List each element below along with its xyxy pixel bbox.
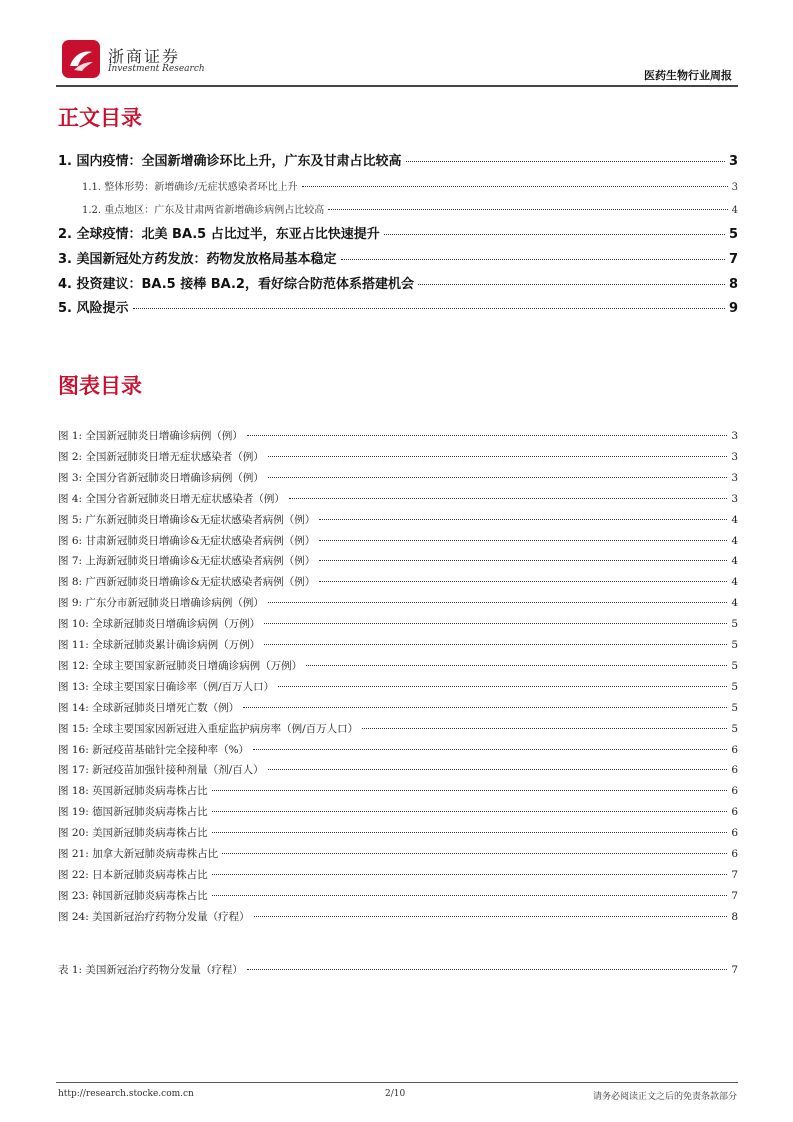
figure-item-page: 5: [731, 681, 738, 693]
toc-item-text: 5. 风险提示: [58, 301, 129, 316]
figure-item-text: 图 18: 英国新冠肺炎病毒株占比: [58, 785, 208, 797]
figure-item-page: 6: [731, 764, 738, 776]
leader-dots: [418, 284, 725, 285]
figure-item-page: 6: [731, 744, 738, 756]
figure-item-page: 3: [731, 493, 738, 505]
figure-item[interactable]: [58, 679, 738, 694]
leader-dots: [268, 769, 728, 770]
figure-item-page: 3: [731, 472, 738, 484]
toc-item[interactable]: [58, 273, 738, 292]
leader-dots: [212, 832, 728, 833]
toc-title: 正文目录: [58, 106, 142, 130]
figure-item-page: 6: [731, 848, 738, 860]
leader-dots: [319, 540, 727, 541]
leader-dots: [306, 665, 727, 666]
leader-dots: [222, 853, 727, 854]
figure-item-text: 图 1: 全国新冠肺炎日增确诊病例（例）: [58, 430, 243, 442]
toc-item-page: 3: [731, 182, 738, 193]
figure-item-page: 6: [731, 806, 738, 818]
toc-item-page: 3: [728, 154, 738, 169]
figure-item-page: 6: [731, 827, 738, 839]
figure-item-text: 图 20: 美国新冠肺炎病毒株占比: [58, 827, 208, 839]
toc-item[interactable]: [58, 248, 738, 267]
leader-dots: [243, 707, 727, 708]
leader-dots: [384, 234, 725, 235]
leader-dots: [247, 969, 727, 970]
figure-item-page: 7: [731, 869, 738, 881]
footer-page-number: 2/10: [385, 1089, 406, 1099]
figure-item[interactable]: [58, 825, 738, 840]
toc-item[interactable]: [58, 178, 738, 193]
leader-dots: [133, 308, 725, 309]
figure-item[interactable]: [58, 804, 738, 819]
figure-item-page: 3: [731, 430, 738, 442]
logo-text-cn: 浙商证券: [108, 47, 181, 66]
toc-item-page: 8: [728, 277, 738, 292]
leader-dots: [247, 435, 727, 436]
figure-item-text: 图 16: 新冠疫苗基础针完全接种率（%）: [58, 744, 250, 756]
figure-item[interactable]: [58, 742, 738, 757]
leader-dots: [254, 916, 728, 917]
figure-item-text: 图 3: 全国分省新冠肺炎日增确诊病例（例）: [58, 472, 264, 484]
leader-dots: [278, 686, 727, 687]
leader-dots: [212, 874, 728, 875]
figure-item[interactable]: [58, 637, 738, 652]
figure-item-text: 图 19: 德国新冠肺炎病毒株占比: [58, 806, 208, 818]
figure-item[interactable]: [58, 888, 738, 903]
figure-item-page: 8: [731, 911, 738, 923]
toc-item-text: 1. 国内疫情：全国新增确诊环比上升，广东及甘肃占比较高: [58, 154, 402, 169]
figure-item-text: 图 2: 全国新冠肺炎日增无症状感染者（例）: [58, 451, 264, 463]
leader-dots: [264, 644, 727, 645]
footer-divider: [56, 1082, 738, 1083]
figure-item[interactable]: [58, 909, 738, 924]
leader-dots: [302, 186, 728, 187]
figure-item-text: 图 24: 美国新冠治疗药物分发量（疗程）: [58, 911, 250, 923]
figure-item-text: 图 22: 日本新冠肺炎病毒株占比: [58, 869, 208, 881]
figure-item[interactable]: [58, 658, 738, 673]
figure-item[interactable]: [58, 595, 738, 610]
toc-item-text: 1.2. 重点地区：广东及甘肃两省新增确诊病例占比较高: [82, 205, 325, 216]
figure-item-page: 5: [731, 618, 738, 630]
figure-item-text: 图 6: 甘肃新冠肺炎日增确诊&无症状感染者病例（例）: [58, 535, 316, 547]
figure-item[interactable]: [58, 470, 738, 485]
figure-item-page: 4: [731, 576, 738, 588]
leader-dots: [289, 498, 727, 499]
figure-item-page: 3: [731, 451, 738, 463]
figure-item[interactable]: [58, 574, 738, 589]
toc-item-text: 1.1. 整体形势：新增确诊/无症状感染者环比上升: [82, 182, 298, 193]
figure-item[interactable]: [58, 962, 738, 977]
leader-dots: [319, 519, 727, 520]
figure-item-text: 图 7: 上海新冠肺炎日增确诊&无症状感染者病例（例）: [58, 555, 316, 567]
figure-item-text: 图 17: 新冠疫苗加强针接种剂量（剂/百人）: [58, 764, 264, 776]
toc-item-page: 9: [728, 301, 738, 316]
leader-dots: [362, 728, 727, 729]
figure-item[interactable]: [58, 553, 738, 568]
figure-item-page: 4: [731, 555, 738, 567]
figure-item-text: 图 11: 全球新冠肺炎累计确诊病例（万例）: [58, 639, 261, 651]
figure-item-page: 7: [731, 964, 738, 976]
footer-disclaimer: 请务必阅读正文之后的免责条款部分: [592, 1092, 737, 1102]
figure-item-text: 图 5: 广东新冠肺炎日增确诊&无症状感染者病例（例）: [58, 514, 316, 526]
page-header: [56, 34, 738, 86]
toc-item-page: 4: [731, 205, 738, 216]
footer-url[interactable]: http://research.stocke.com.cn: [58, 1089, 194, 1099]
figure-item-page: 5: [731, 723, 738, 735]
figure-item-page: 4: [731, 597, 738, 609]
toc-item[interactable]: [58, 223, 738, 242]
figure-item[interactable]: [58, 867, 738, 882]
logo-icon: [62, 40, 100, 78]
leader-dots: [319, 581, 727, 582]
figure-item-text: 图 21: 加拿大新冠肺炎病毒株占比: [58, 848, 219, 860]
figure-item-text: 图 9: 广东分市新冠肺炎日增确诊病例（例）: [58, 597, 264, 609]
figure-item-text: 图 23: 韩国新冠肺炎病毒株占比: [58, 890, 208, 902]
figure-item[interactable]: [58, 762, 738, 777]
toc-item-page: 7: [728, 252, 738, 267]
toc-item[interactable]: [58, 297, 738, 316]
toc-item[interactable]: [58, 201, 738, 216]
figure-item-text: 图 14: 全球新冠肺炎日增死亡数（例）: [58, 702, 240, 714]
logo-text-en: Investment Research: [108, 64, 205, 74]
figure-item-text: 图 8: 广西新冠肺炎日增确诊&无症状感染者病例（例）: [58, 576, 316, 588]
leader-dots: [268, 456, 727, 457]
figure-item-text: 图 4: 全国分省新冠肺炎日增无症状感染者（例）: [58, 493, 285, 505]
toc-item-text: 4. 投资建议：BA.5 接棒 BA.2，看好综合防范体系搭建机会: [58, 277, 414, 292]
figure-item-page: 4: [731, 514, 738, 526]
leader-dots: [212, 790, 728, 791]
figure-item-page: 5: [731, 639, 738, 651]
leader-dots: [268, 477, 727, 478]
figure-item-text: 图 13: 全球主要国家日确诊率（例/百万人口）: [58, 681, 275, 693]
figure-item-page: 5: [731, 702, 738, 714]
figure-item-page: 4: [731, 535, 738, 547]
leader-dots: [319, 560, 727, 561]
figure-item[interactable]: [58, 783, 738, 798]
header-divider: [56, 85, 738, 87]
toc-item-page: 5: [728, 227, 738, 242]
leader-dots: [328, 209, 727, 210]
figure-item-page: 5: [731, 660, 738, 672]
figures-title: 图表目录: [58, 374, 142, 398]
leader-dots: [264, 623, 727, 624]
figure-item[interactable]: [58, 491, 738, 506]
leader-dots: [212, 811, 728, 812]
figure-item-text: 图 12: 全球主要国家新冠肺炎日增确诊病例（万例）: [58, 660, 303, 672]
figure-item[interactable]: [58, 449, 738, 464]
leader-dots: [268, 602, 727, 603]
toc-item-text: 2. 全球疫情：北美 BA.5 占比过半，东亚占比快速提升: [58, 227, 380, 242]
report-type-label: 医药生物行业周报: [644, 69, 732, 82]
figure-item-text: 图 10: 全球新冠肺炎日增确诊病例（万例）: [58, 618, 261, 630]
leader-dots: [341, 259, 725, 260]
figure-item-text: 表 1: 美国新冠治疗药物分发量（疗程）: [58, 964, 243, 976]
leader-dots: [406, 161, 725, 162]
figure-item[interactable]: [58, 846, 738, 861]
figure-item[interactable]: [58, 616, 738, 631]
figure-item-text: 图 15: 全球主要国家因新冠进入重症监护病房率（例/百万人口）: [58, 723, 359, 735]
figure-item-page: 7: [731, 890, 738, 902]
figure-item-page: 6: [731, 785, 738, 797]
figure-item[interactable]: [58, 512, 738, 527]
toc-item[interactable]: [58, 150, 738, 169]
leader-dots: [212, 895, 728, 896]
figure-item[interactable]: [58, 533, 738, 548]
figure-item[interactable]: [58, 700, 738, 715]
toc-item-text: 3. 美国新冠处方药发放：药物发放格局基本稳定: [58, 252, 337, 267]
figure-item[interactable]: [58, 428, 738, 443]
leader-dots: [253, 749, 727, 750]
figure-item[interactable]: [58, 721, 738, 736]
